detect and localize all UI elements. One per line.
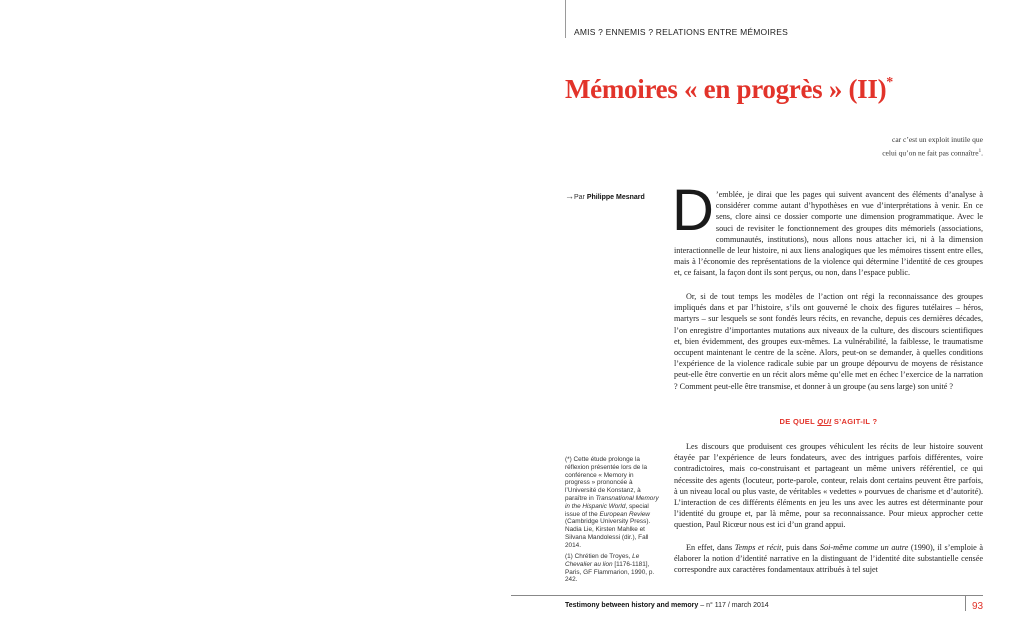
running-head: AMIS ? ENNEMIS ? RELATIONS ENTRE MÉMOIRES: [574, 27, 788, 37]
footer: [565, 602, 769, 609]
footer-rule: [511, 595, 983, 596]
footnote-1-em: Le Chevalier au lion: [565, 553, 640, 568]
epigraph: [882, 134, 983, 160]
paragraph-4-pre: En effet, dans: [686, 543, 735, 552]
footnote-1-pre: (1) Chrétien de Troyes,: [565, 553, 633, 560]
paragraph-4-title-1: Temps et récit: [734, 543, 782, 552]
epigraph-line-2: [882, 146, 983, 160]
title-footnote-marker[interactable]: *: [886, 75, 893, 90]
paragraph-4: [674, 542, 983, 576]
paragraph-1-text: ’emblée, je dirai que les pages qui suivent avancent des éléments d’analyse à considérer comme autant d’hypothèses en vue d’interprétations à venir. En ce sens, clore ainsi ce dossier comporte une dimension programmatique. Avec le souci de revisiter le fonctionnement des groupes dits mémoriels (associations, communautés, institutions), nous allons nous attacher ici, ni à la dimension interactionnelle de leur histoire, ni aux liens analogiques que les mémoires tissent entre elles, mais à l’économie des représentations de la violence qui détermine l’identité de ces groupes et, ce faisant, la façon dont ils sont perçus, ou non, dans l’espace public.: [674, 190, 983, 278]
footer-divider: [965, 595, 966, 611]
epigraph-note-ref[interactable]: 1: [978, 149, 982, 154]
paragraph-4-mid: , puis dans: [781, 543, 820, 552]
epigraph-line-1: car c’est un exploit inutile que: [891, 135, 983, 144]
arrow-right-icon: →: [565, 191, 574, 201]
page-number: 93: [972, 601, 984, 612]
section-heading-post: S’AGIT-IL ?: [831, 417, 878, 426]
author-prefix: Par: [574, 194, 587, 201]
footnote-1-post: [1176-1181], Paris, GF Flammarion, 1990, p. 242.: [565, 560, 655, 584]
section-heading: [674, 417, 983, 426]
footnote-star-pre: (*) Cette étude prolonge la réflexion présentée lors de la conférence « Memory in progress » prononcée à l’Université de Konstanz, à paraître in: [565, 456, 648, 502]
issue-info: – n° 117 / march 2014: [698, 602, 769, 609]
footnote-star-em-1: Transnational Memory in the Hispanic World: [565, 494, 659, 510]
epigraph-line-2-text: celui qu’on ne fait pas connaître: [882, 148, 979, 158]
footnote-star-post: (Cambridge University Press). Nadia Lie, Kirsten Mahlke et Silvana Mandolessi (dir.), Fall 2014.: [565, 518, 651, 549]
article-title: [565, 74, 893, 105]
footnote-star-em-2: European Review: [599, 510, 650, 518]
author-byline: [565, 191, 645, 201]
journal-name: Testimony between history and memory: [565, 602, 699, 609]
section-heading-pre: DE QUEL: [779, 417, 818, 426]
author-name: Philippe Mesnard: [586, 194, 645, 201]
top-divider-line: [565, 0, 566, 38]
section-heading-em: QUI: [817, 417, 832, 426]
footnote-star-mid: , special issue of the: [565, 502, 649, 518]
footnote-star: [565, 456, 660, 550]
footnote-1: [565, 553, 660, 584]
paragraph-4-title-2: Soi-même comme un autre: [819, 543, 909, 552]
paragraph-2: Or, si de tout temps les modèles de l’action ont régi la reconnaissance des groupes impliqués dans et par l’histoire, s’ils ont gouverné le choix des figures tutélaires – héros, martyrs – sur lesquels se sont fondés leurs récits, en revanche, depuis ces dernières décades, l’on enregistre d’importantes mutations aux niveaux de la culture, des discours scientifiques et, bien évidemment, des groupes eux-mêmes. La vulnérabilité, la faiblesse, le traumatisme occupent maintenant le centre de la scène. Alors, peut-on se demander, à quelles conditions l’expérience de la violence radicale subie par un groupe dépourvu de moyens de résistance peut-elle être convertie en un récit alors même qu’elle met en échec l’exercice de la narration ? Comment peut-elle être transmise, et donner à un groupe (au sens large) son unité ?: [674, 292, 983, 391]
paragraph-4-post: (1990), il s’emploie à élaborer la notion d’identité narrative en la distinguant de l’identité dite substantielle censée correspondre aux caractères fondamentaux attribués à tel sujet: [674, 543, 983, 575]
paragraph-1: [672, 178, 983, 279]
drop-cap: D: [672, 178, 714, 243]
paragraph-3: Les discours que produisent ces groupes véhiculent les récits de leur histoire souvent étayée par l’expérience de leurs fondateurs, avec des intrigues parfois différentes, voire contradictoires, mais co-construisant et partageant un même univers référentiel, ce qui nécessite des agents (locuteur, porte-parole, conteur, relais dont certains peuvent être parfois, à un niveau local ou plus vaste, de véritables « vedettes » pourvues de charisme et d’autorité). L’interaction de ces différents éléments en jeu les uns avec les autres est déterminante pour l’identité du groupe et, par là même, pour sa reconnaissance. Pour mieux approcher cette question, Paul Ricœur nous est ici d’un grand appui.: [674, 442, 983, 530]
title-text: Mémoires « en progrès » (II): [565, 74, 887, 104]
epigraph-end: .: [981, 148, 983, 158]
